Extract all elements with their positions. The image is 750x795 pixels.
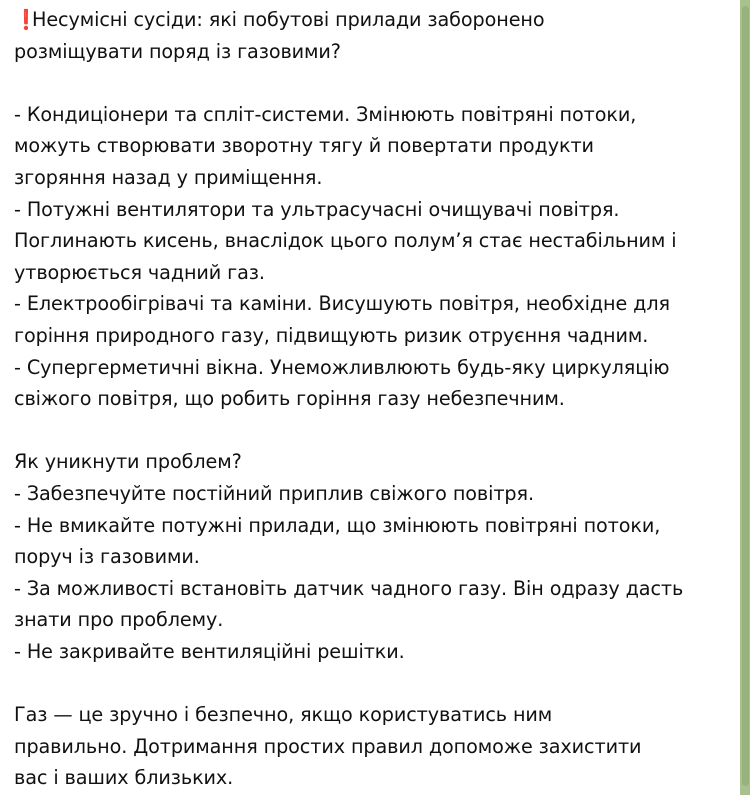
tip-2-line-1: - Не вмикайте потужні прилади, що змінюють повітряні потоки, xyxy=(14,513,661,537)
tip-2-line-2: поруч із газовими. xyxy=(14,545,200,569)
tip-3-line-2: знати про проблему. xyxy=(14,608,224,632)
exclamation-icon: ❗ xyxy=(14,8,38,31)
tip-4-line-1: - Не закривайте вентиляційні решітки. xyxy=(14,639,405,663)
tip-1-line-1: - Забезпечуйте постійний приплив свіжого повітря. xyxy=(14,481,534,505)
device-1-line-3: згоряння назад у приміщення. xyxy=(14,165,323,189)
title-line-2: розміщувати поряд із газовими? xyxy=(14,39,341,63)
device-1-line-2: можуть створювати зворотну тягу й повертати продукти xyxy=(14,134,594,158)
device-2-line-2: Поглинають кисень, внаслідок цього полум’я стає нестабільним і xyxy=(14,229,677,253)
device-3-line-1: - Електрообігрівачі та каміни. Висушують повітря, необхідне для xyxy=(14,292,670,316)
paragraph-spacer xyxy=(14,667,740,699)
conclusion-line-2: правильно. Дотримання простих правил допоможе захистити xyxy=(14,734,642,758)
conclusion-line-3: вас і ваших близьких. xyxy=(14,766,234,790)
paragraph-spacer xyxy=(14,67,740,99)
title-text-1: Несумісні сусіди: які побутові прилади заборонено xyxy=(32,8,545,31)
device-4-line-2: свіжого повітря, що робить горіння газу небезпечним. xyxy=(14,387,565,411)
scrollbar[interactable] xyxy=(740,0,750,795)
device-2-line-3: утворюється чадний газ. xyxy=(14,260,265,284)
paragraph-spacer xyxy=(14,415,740,447)
conclusion-line-1: Газ — це зручно і безпечно, якщо користуватись ним xyxy=(14,703,553,727)
title-line-1 xyxy=(14,4,740,36)
scrollbar-thumb[interactable] xyxy=(742,6,749,786)
device-4-line-1: - Супергерметичні вікна. Унеможливлюють будь-яку циркуляцію xyxy=(14,355,670,379)
tip-3-line-1: - За можливості встановіть датчик чадного газу. Він одразу дасть xyxy=(14,576,684,600)
device-2-line-1: - Потужні вентилятори та ультрасучасні очищувачі повітря. xyxy=(14,197,620,221)
tips-heading: Як уникнути проблем? xyxy=(14,450,242,474)
device-3-line-2: горіння природного газу, підвищують ризик отруєння чадним. xyxy=(14,323,649,347)
device-1-line-1: - Кондиціонери та спліт-системи. Змінюють повітряні потоки, xyxy=(14,102,637,126)
